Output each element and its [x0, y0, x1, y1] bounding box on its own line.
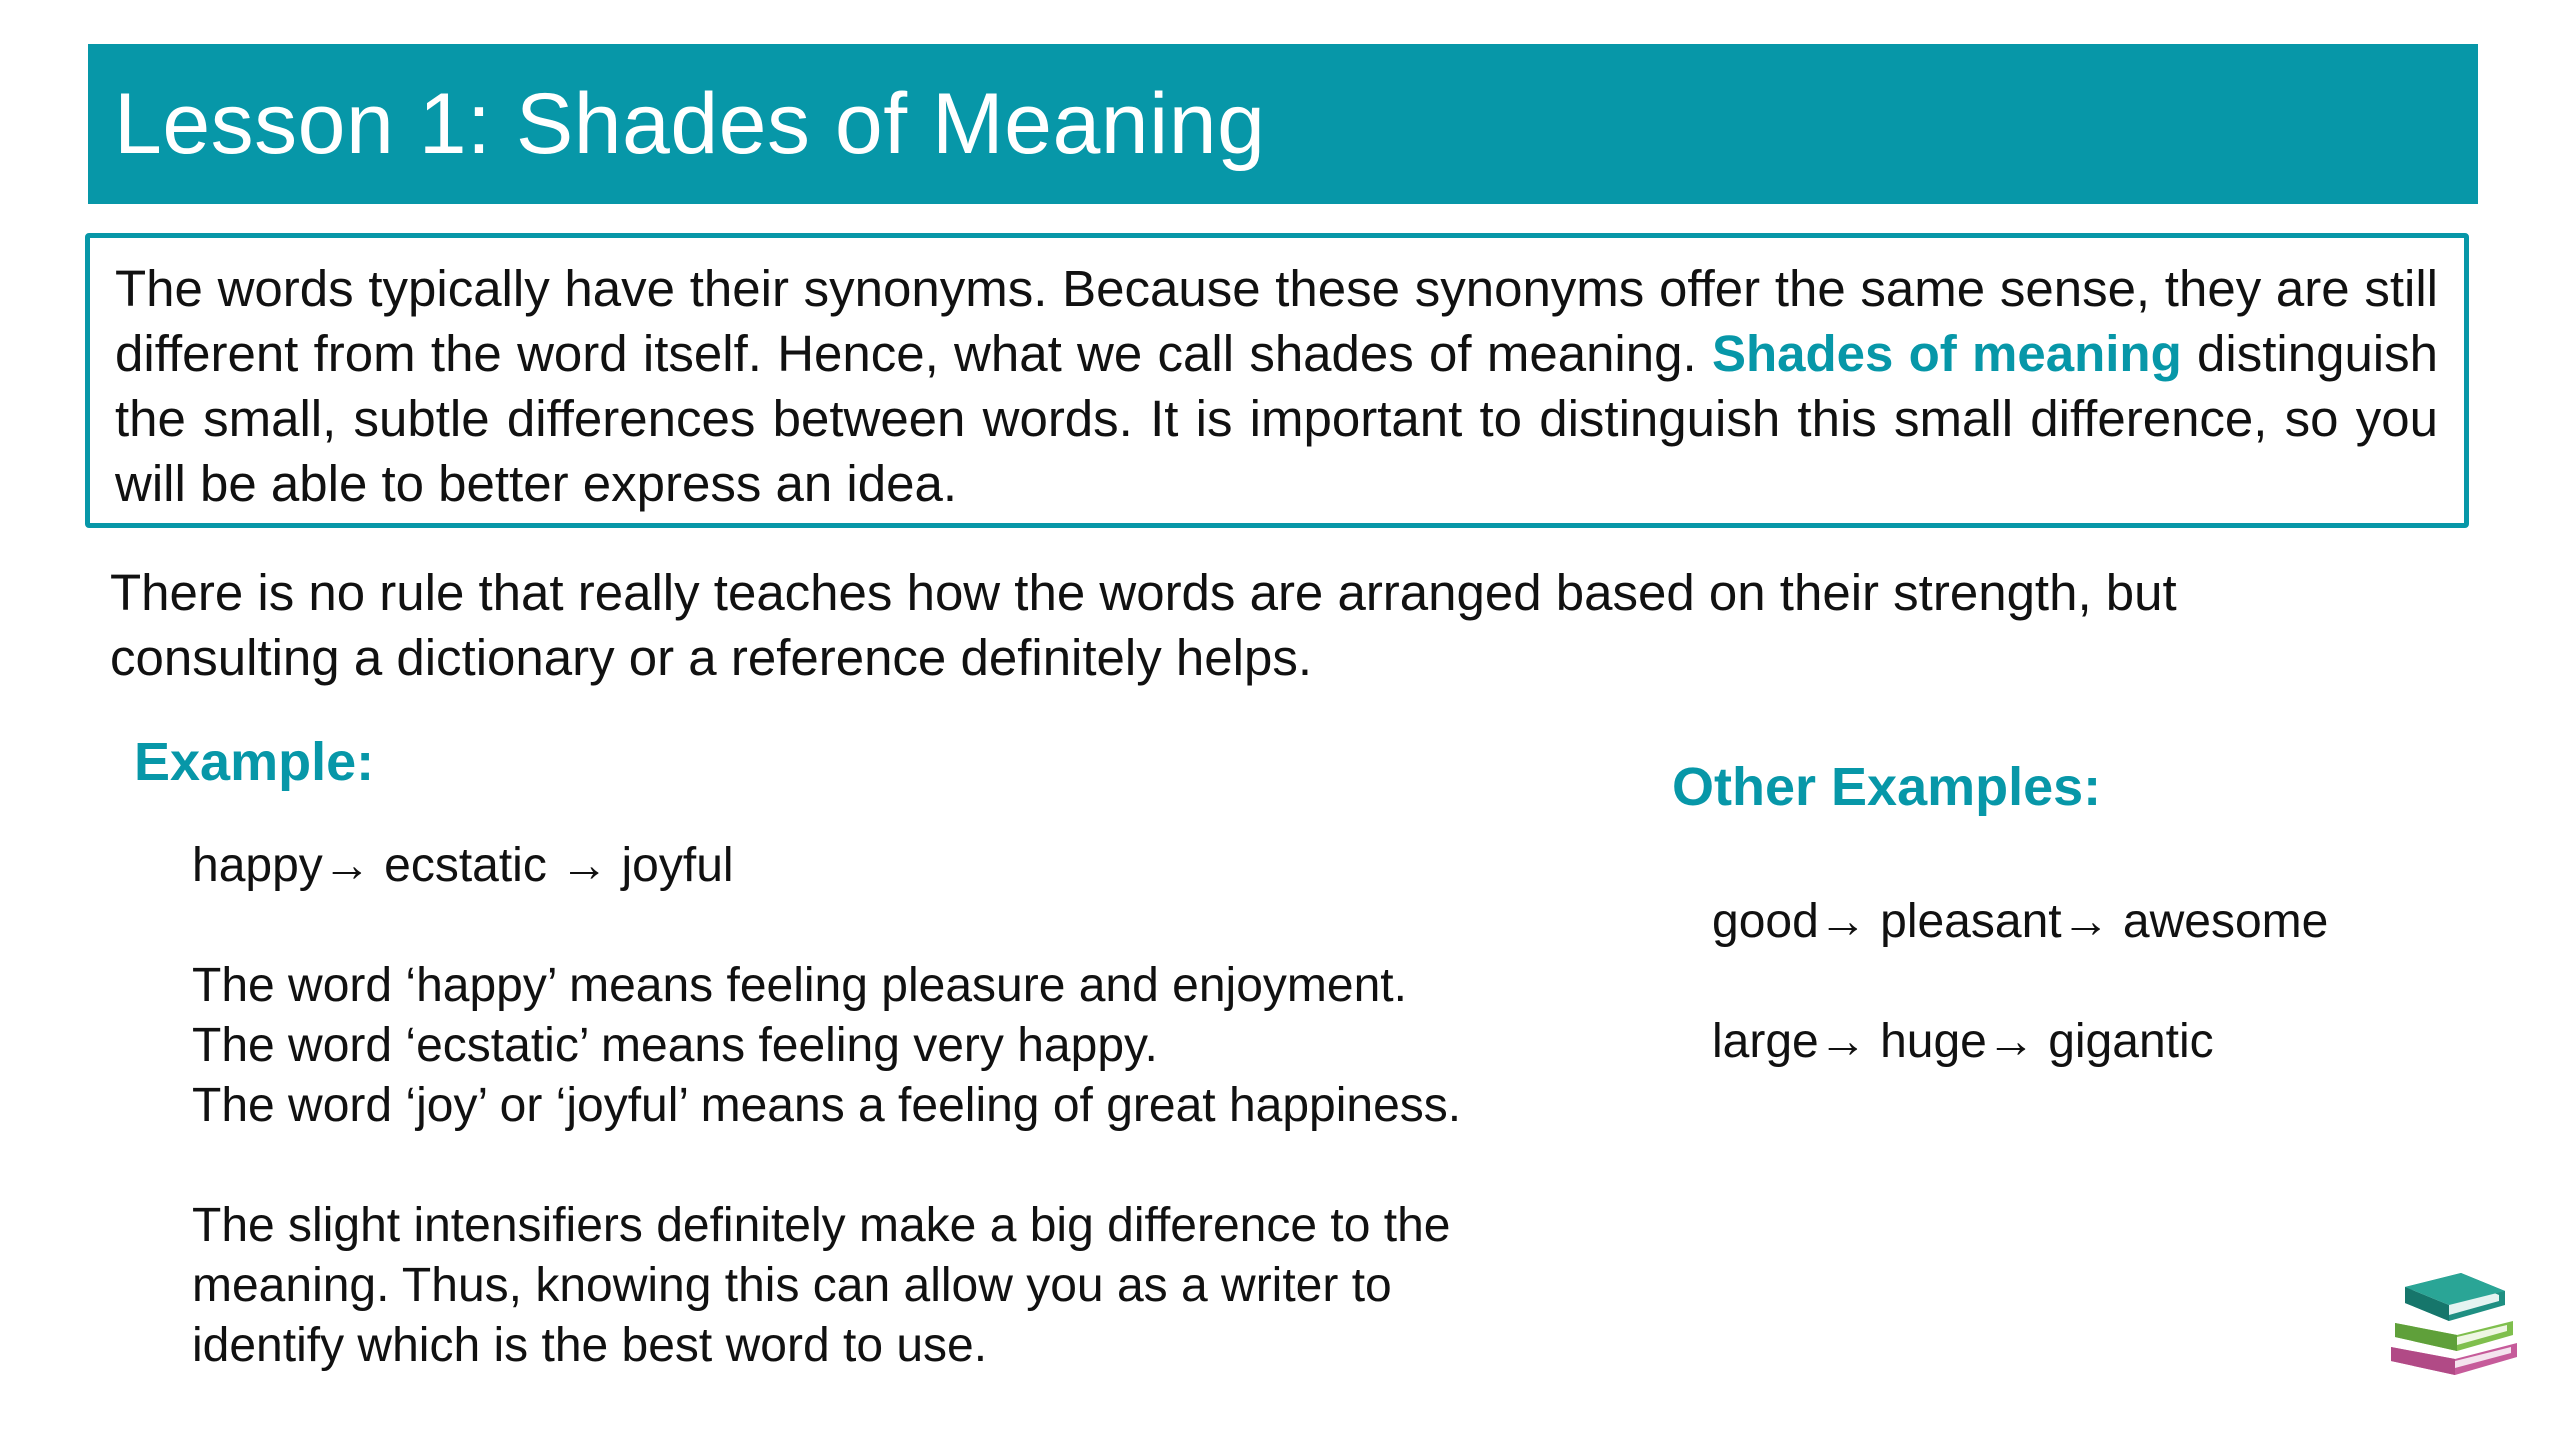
title-banner — [88, 44, 2478, 204]
meaning-happy: The word ‘happy’ means feeling pleasure and enjoyment. — [192, 959, 1407, 1012]
other-example-item: large→ huge→ gigantic — [1712, 1015, 2214, 1068]
note-paragraph: There is no rule that really teaches how the words are arranged based on their strength, but consulting a dictionary or a reference definitely helps. — [110, 564, 2177, 686]
example-sequence: happy→ ecstatic → joyful — [192, 839, 734, 892]
conclusion-line: meaning. Thus, knowing this can allow you as a writer to — [192, 1259, 1392, 1312]
conclusion-line: The slight intensifiers definitely make a big difference to the — [192, 1199, 1451, 1252]
other-examples-heading: Other Examples: — [1672, 757, 2102, 817]
other-examples-section — [1712, 892, 2472, 1072]
definition-highlight: Shades of meaning — [1711, 325, 2182, 382]
other-example-item: good→ pleasant→ awesome — [1712, 895, 2329, 948]
definition-text-before: The words typically have their synonyms. Because these synonyms offer the same sense, they are still different from the word itself. Hence, what we call shades of meaning. — [115, 260, 2438, 382]
example-heading: Example: — [134, 732, 375, 792]
definition-box — [85, 233, 2469, 528]
meaning-joyful: The word ‘joy’ or ‘joyful’ means a feeling of great happiness. — [192, 1079, 1462, 1132]
books-stack-icon — [2385, 1265, 2525, 1380]
meaning-ecstatic: The word ‘ecstatic’ means feeling very happy. — [192, 1019, 1158, 1072]
example-section — [192, 836, 1592, 1376]
page-title: Lesson 1: Shades of Meaning — [114, 76, 1266, 172]
definition-paragraph — [115, 256, 2438, 516]
definition-text-after: distinguish the small, subtle differences between words. It is important to distinguish this small difference, so you will be able to better express an idea. — [115, 325, 2439, 512]
conclusion-line: identify which is the best word to use. — [192, 1319, 988, 1372]
